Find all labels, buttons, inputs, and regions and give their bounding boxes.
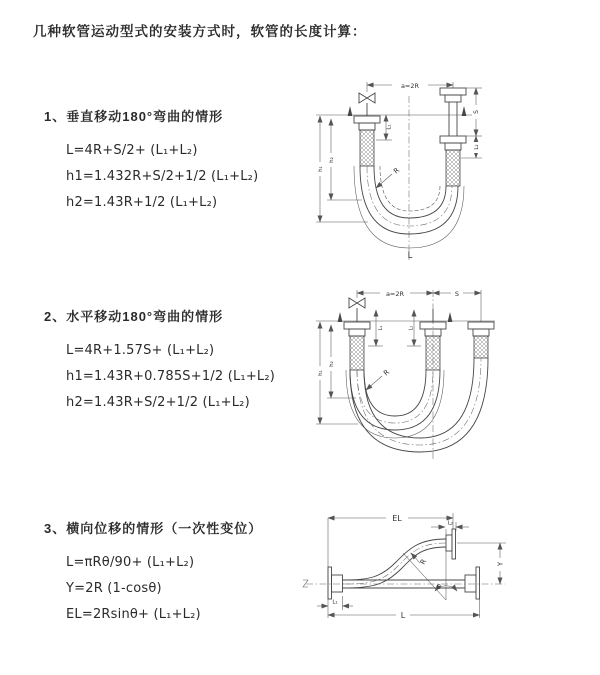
section-2-heading: 2、水平移动180°弯曲的情形 — [44, 309, 224, 324]
section-2-formula-h1: h1=1.43R+0.785S+1/2 (L₁+L₂) — [66, 369, 276, 384]
up-arrow-icon — [348, 106, 353, 116]
diagram-lateral-displacement — [300, 503, 600, 648]
svg-text:h₂: h₂ — [329, 157, 335, 163]
section-2-formula-h2: h2=1.43R+S/2+1/2 (L₁+L₂) — [66, 395, 250, 410]
section-1-heading: 1、垂直移动180°弯曲的情形 — [44, 109, 224, 124]
braid-section — [446, 150, 460, 186]
right-pipe-assembly — [468, 322, 494, 358]
section-2-formulas — [66, 338, 275, 416]
theta-label: θ — [437, 583, 441, 591]
svg-text:S: S — [473, 110, 480, 114]
svg-text:L₂: L₂ — [408, 325, 415, 331]
radius-callout — [366, 368, 391, 390]
valve-icon — [349, 298, 365, 308]
section-3-formula-EL: EL=2Rsinθ+ (L₁+L₂) — [66, 607, 201, 622]
dimension-el — [328, 512, 453, 618]
up-arrow-icon — [462, 106, 467, 116]
up-arrow-icon — [448, 312, 453, 322]
left-pipe-assembly — [348, 93, 380, 166]
svg-text:L₁: L₁ — [386, 124, 393, 130]
radius-callout — [411, 553, 428, 566]
section-1 — [44, 106, 258, 216]
page-title: 几种软管运动型式的安装方式时，软管的长度计算： — [33, 24, 367, 39]
dimension-l1 — [376, 115, 393, 140]
up-arrow-icon — [338, 312, 343, 322]
svg-text:R: R — [392, 166, 402, 176]
svg-text:a=2R: a=2R — [400, 82, 420, 90]
section-1-formula-h1: h1=1.432R+S/2+1/2 (L₁+L₂) — [66, 169, 259, 184]
dimension-l1 — [317, 596, 353, 610]
angle-theta — [403, 529, 457, 600]
section-1-formula-h2: h2=1.43R+1/2 (L₁+L₂) — [66, 195, 218, 210]
section-3-formula-Y: Y=2R (1-cosθ) — [66, 581, 162, 596]
left-flange — [328, 567, 343, 599]
hose-arcs-original — [346, 370, 444, 438]
svg-text:L₂: L₂ — [447, 520, 454, 527]
svg-text:L: L — [400, 611, 406, 620]
dimension-l2 — [461, 136, 482, 158]
svg-text:a=2R: a=2R — [385, 290, 405, 298]
svg-text:L₁: L₁ — [378, 325, 384, 331]
braid-section — [360, 130, 374, 166]
dimension-s — [433, 288, 481, 298]
svg-text:EL: EL — [392, 514, 402, 523]
section-1-formula-L: L=4R+S/2+ (L₁+L₂) — [66, 143, 198, 158]
left-pipe-assembly — [338, 298, 370, 370]
section-3-formulas — [66, 550, 262, 628]
section-3-heading: 3、横向位移的情形（一次性变位） — [44, 521, 263, 536]
break-mark — [303, 580, 308, 587]
upper-hub — [446, 535, 452, 551]
svg-text:h₂: h₂ — [329, 361, 335, 367]
svg-text:L₁: L₁ — [332, 599, 338, 606]
diagram-horizontal-180-bend — [310, 278, 600, 468]
section-3-formula-L: L=πRθ/90+ (L₁+L₂) — [66, 555, 195, 570]
diagram-vertical-180-bend — [310, 72, 600, 267]
right-pipe-assembly — [440, 88, 466, 186]
valve-icon — [359, 93, 375, 103]
dimension-l2 — [431, 521, 469, 532]
dimension-y — [457, 543, 506, 584]
section-2 — [44, 306, 275, 416]
middle-pipe-assembly — [420, 309, 452, 370]
dimension-l — [328, 599, 480, 620]
braid-section — [426, 336, 440, 370]
svg-text:h₁: h₁ — [318, 166, 324, 172]
length-label: L — [407, 251, 413, 261]
section-3 — [44, 518, 262, 628]
svg-text:R: R — [418, 557, 429, 566]
svg-text:R: R — [382, 368, 392, 378]
section-2-formula-L: L=4R+1.57S+ (L₁+L₂) — [66, 343, 215, 358]
svg-text:h₁: h₁ — [318, 370, 324, 376]
hose-arcs-moved — [350, 358, 488, 452]
dimension-h2 — [327, 119, 362, 200]
braid-section — [350, 336, 364, 370]
s-curve-hose — [343, 529, 456, 588]
dimension-l2 — [407, 310, 421, 346]
svg-text:S: S — [454, 290, 460, 298]
section-1-formulas — [66, 138, 258, 216]
svg-text:Y: Y — [496, 561, 505, 567]
upper-flange — [452, 529, 456, 559]
braid-section — [474, 336, 488, 358]
svg-text:L₂: L₂ — [474, 144, 480, 150]
dimension-s — [466, 88, 482, 136]
